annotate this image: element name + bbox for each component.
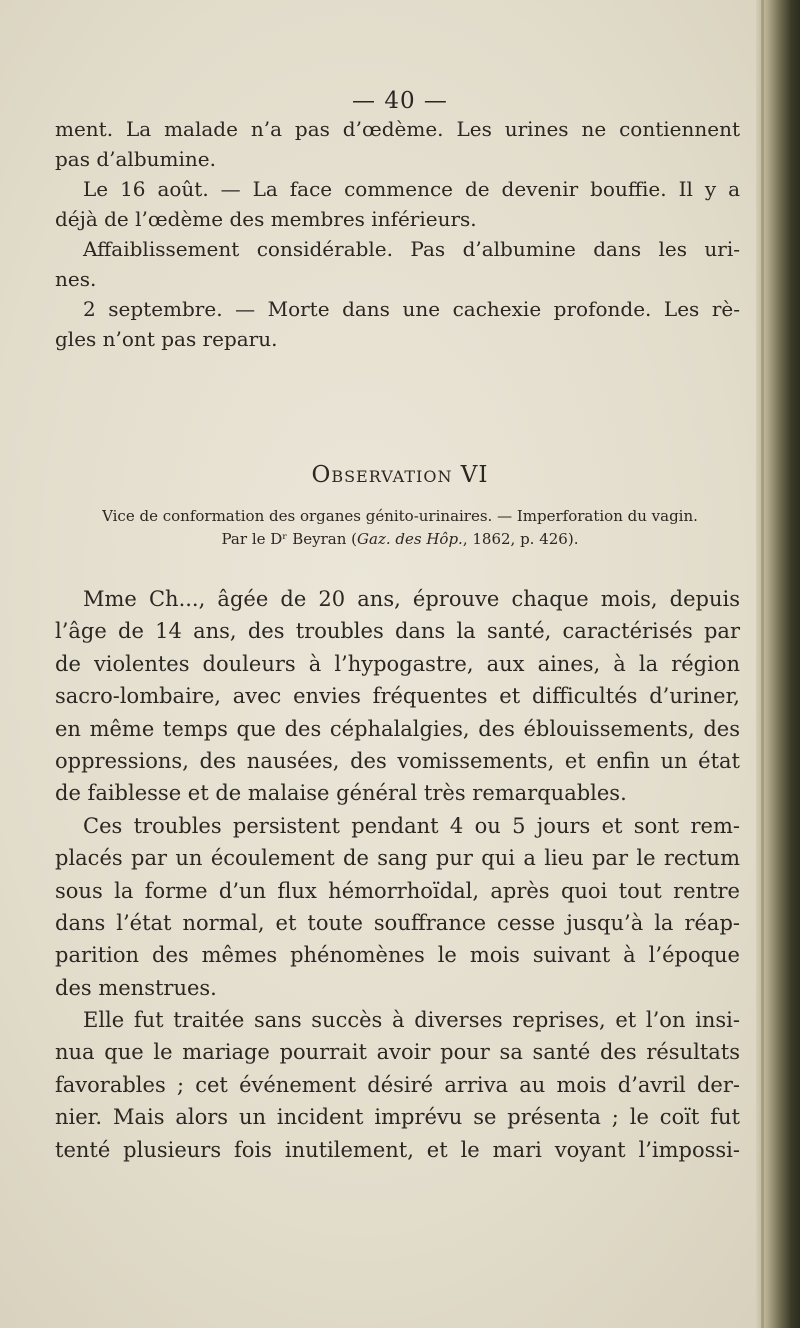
text-line: des menstrues. <box>55 975 217 1000</box>
observation-number: VI <box>460 462 489 488</box>
text-line: nes. <box>55 267 97 291</box>
text-line: sous la forme d’un flux hémorrhoïdal, après quoi tout rentre <box>55 878 740 903</box>
observation-body <box>55 583 740 1166</box>
text-line: parition des mêmes phénomènes le mois suivant à l’époque <box>55 943 740 968</box>
text-line: nua que le mariage pourrait avoir pour sa santé des résultats <box>55 1040 740 1065</box>
text-line: tenté plusieurs fois inutilement, et le mari voyant l’impossi- <box>55 1137 740 1162</box>
text-line: en même temps que des céphalalgies, des éblouissements, des <box>55 716 740 741</box>
source-citation: , 1862, p. 426). <box>462 530 579 548</box>
text-line: dans l’état normal, et toute souffrance cesse jusqu’à la réap- <box>55 910 740 935</box>
observation-subtitle: Vice de conformation des organes génito-urinaires. — Imperforation du vagin. <box>102 507 698 525</box>
source-journal: Gaz. des Hôp. <box>357 530 463 548</box>
text-line: Mme Ch..., âgée de 20 ans, éprouve chaque mois, depuis <box>83 587 740 611</box>
text-line: déjà de l’œdème des membres inférieurs. <box>55 207 477 231</box>
text-line: Le 16 août. — La face commence de devenir bouffie. Il y a <box>83 177 740 201</box>
observation-heading <box>0 462 800 488</box>
text-line: nier. Mais alors un incident imprévu se présenta ; le coït fut <box>55 1105 740 1130</box>
text-line: Ces troubles persistent pendant 4 ou 5 jours et sont rem- <box>83 813 740 838</box>
text-line: placés par un écoulement de sang pur qui a lieu par le rectum <box>55 846 740 871</box>
text-line: l’âge de 14 ans, des troubles dans la santé, caractérisés par <box>55 619 740 644</box>
page-edge <box>761 0 764 1328</box>
observation-source <box>0 530 800 548</box>
page-number: — 40 — <box>352 88 448 114</box>
text-line: 2 septembre. — Morte dans une cachexie profonde. Les rè- <box>83 297 740 321</box>
text-line: ment. La malade n’a pas d’œdème. Les urines ne contiennent <box>55 117 740 141</box>
source-author: Par le Dʳ Beyran ( <box>221 530 358 548</box>
text-line: gles n’ont pas reparu. <box>55 327 278 351</box>
text-line: favorables ; cet événement désiré arriva au mois d’avril der- <box>55 1072 740 1097</box>
text-line: de violentes douleurs à l’hypogastre, aux aines, à la région <box>55 651 740 676</box>
text-line: Affaiblissement considérable. Pas d’albumine dans les uri- <box>83 237 740 261</box>
text-line: oppressions, des nausées, des vomissements, et enfin un état <box>55 748 740 773</box>
observation-title: Observation <box>311 462 453 488</box>
text-line: de faiblesse et de malaise général très remarquables. <box>55 781 627 806</box>
text-line: pas d’albumine. <box>55 147 216 171</box>
text-line: Elle fut traitée sans succès à diverses reprises, et l’on insi- <box>83 1008 740 1033</box>
text-line: sacro-lombaire, avec envies fréquentes et difficultés d’uriner, <box>55 684 740 709</box>
previous-case-text <box>55 114 740 354</box>
